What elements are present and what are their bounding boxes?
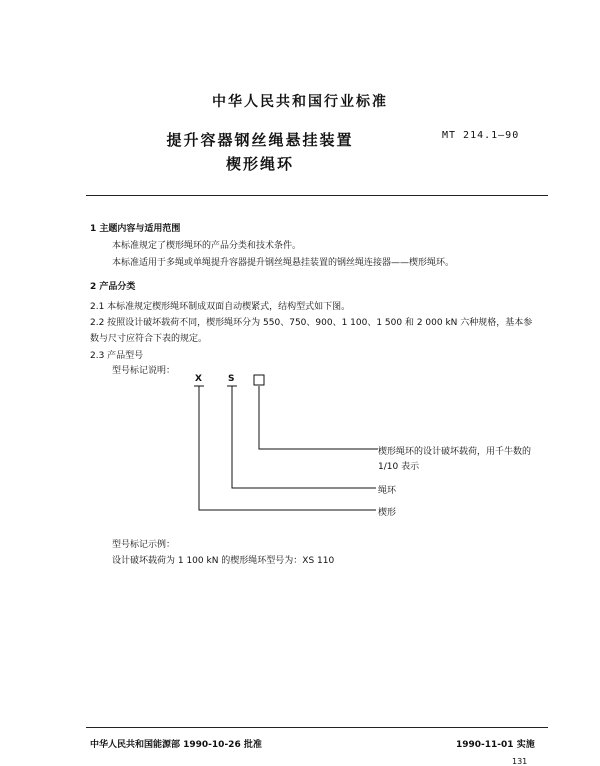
letter-x: X bbox=[195, 374, 202, 384]
footer-rule bbox=[86, 727, 548, 728]
clause-2-2-line-2: 数与尺寸应符合下表的规定。 bbox=[90, 334, 208, 344]
leader-wedge bbox=[199, 386, 376, 510]
clause-2-3: 2.3 产品型号 bbox=[90, 351, 144, 361]
implementation-date: 1990-11-01 实施 bbox=[456, 740, 535, 750]
section-1-paragraph-2: 本标准适用于多绳或单绳提升容器提升钢丝绳悬挂装置的钢丝绳连接器——楔形绳环。 bbox=[112, 258, 455, 268]
example-heading: 型号标记示例： bbox=[112, 540, 176, 550]
document-title: 提升容器钢丝绳悬挂装置 bbox=[166, 131, 354, 149]
section-1-heading: 1 主题内容与适用范围 bbox=[90, 224, 181, 234]
leader-rope-ring bbox=[232, 386, 376, 488]
standard-number: MT 214.1—90 bbox=[442, 130, 520, 141]
page-number: 131 bbox=[512, 757, 528, 766]
example-text: 设计破坏载荷为 1 100 kN 的楔形绳环型号为：XS 110 bbox=[112, 556, 335, 566]
section-2-heading: 2 产品分类 bbox=[90, 282, 136, 292]
document-subtitle: 楔形绳环 bbox=[225, 155, 294, 173]
clause-2-2-line-1: 2.2 按照设计破坏载荷不同，楔形绳环分为 550、750、900、1 100、1 500 和 2 000 kN 六种规格，基本参 bbox=[90, 318, 533, 328]
leader-load bbox=[259, 386, 378, 449]
label-design-load-line-1: 楔形绳环的设计破坏载荷，用千牛数的 bbox=[378, 447, 532, 457]
approval-info: 中华人民共和国能源部 1990-10-26 批准 bbox=[90, 740, 262, 750]
label-design-load-line-2: 1/10 表示 bbox=[378, 462, 420, 472]
clause-2-3-subtitle: 型号标记说明： bbox=[112, 366, 176, 376]
number-placeholder-box bbox=[254, 375, 264, 385]
label-wedge: 楔形 bbox=[378, 508, 397, 518]
section-1-paragraph-1: 本标准规定了楔形绳环的产品分类和技术条件。 bbox=[112, 241, 302, 251]
letter-s: S bbox=[228, 374, 235, 384]
label-rope-ring: 绳环 bbox=[378, 486, 397, 496]
clause-2-1: 2.1 本标准规定楔形绳环制成双面自动楔紧式，结构型式如下图。 bbox=[90, 302, 351, 312]
issuing-header: 中华人民共和国行业标准 bbox=[212, 94, 388, 110]
